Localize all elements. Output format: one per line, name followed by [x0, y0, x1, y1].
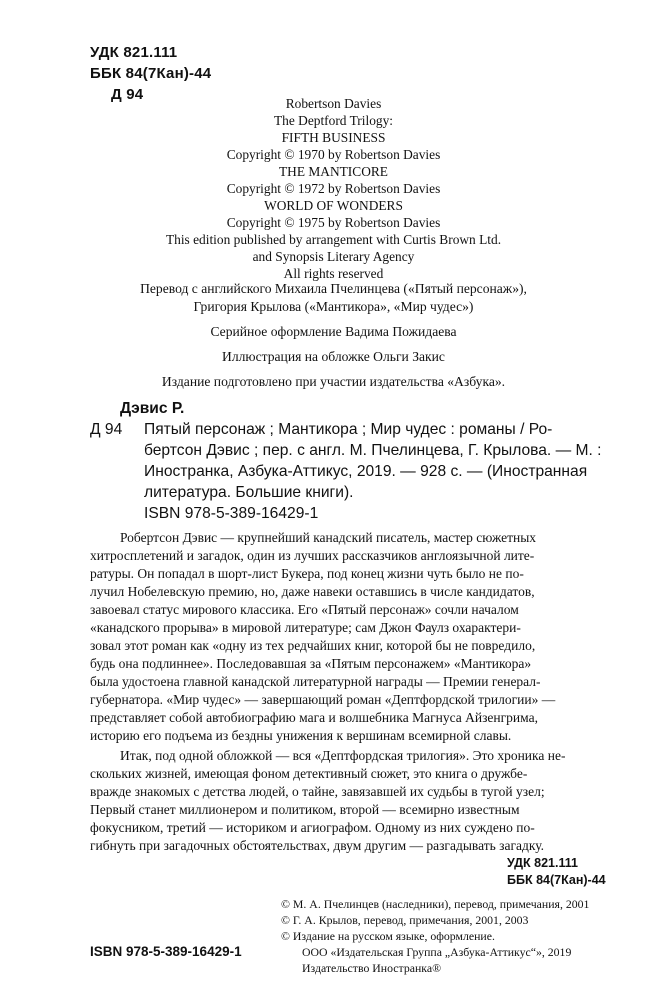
bib-line: Пятый персонаж ; Мантикора ; Мир чудес : романы / Ро- — [144, 421, 553, 438]
annotation-line: ратуры. Он попадал в шорт-лист Букера, под конец жизни чуть было не по- — [90, 566, 524, 581]
annotation-line: губернатора. «Мир чудес» — завершающий роман «Дептфордской трилогии» — — [90, 692, 556, 707]
annotation-line: будь она подлиннее». Последовавшая за «Пятым персонажем» «Мантикора» — [90, 656, 532, 671]
series-design-credit: Серийное оформление Вадима Пожидаева — [210, 324, 457, 339]
annotation-line: Робертсон Дэвис — крупнейший канадский писатель, мастер сюжетных — [120, 530, 537, 545]
copyright-line: Robertson Davies — [285, 96, 382, 111]
udk-code: УДК 821.111 — [90, 44, 178, 61]
copyright-line: The Deptford Trilogy: — [273, 113, 394, 128]
copyright-line: THE MANTICORE — [279, 164, 388, 179]
annotation-line: завоевал статус мирового классика. Его «Пятый персонаж» сочли началом — [90, 602, 519, 617]
author-heading: Дэвис Р. — [120, 400, 185, 417]
copyright-line: and Synopsis Literary Agency — [252, 249, 415, 264]
annotation-line: вражде знакомых с детства людей, о тайне, завязавшей их судьбы в тугой узел; — [90, 784, 545, 799]
translation-credit: Григория Крылова («Мантикора», «Мир чудес») — [193, 299, 474, 314]
annotation-line: гибнуть при загадочных обстоятельствах, двум другим — разгадывать загадку. — [90, 838, 545, 853]
footer-copyright: © Г. А. Крылов, перевод, примечания, 2001, 2003 — [281, 913, 529, 927]
annotation-line: была удостоена главной канадской литературной награды — Премии генерал- — [90, 674, 541, 689]
annotation-line: «канадского прорыва» в мировой литературе; сам Джон Фаулз охарактери- — [90, 620, 521, 635]
annotation-line: зовал этот роман как «одну из тех редчайших книг, которой бы не повредило, — [90, 638, 536, 653]
bbk-code: ББК 84(7Кан)-44 — [90, 65, 212, 82]
bib-mark: Д 94 — [90, 421, 123, 438]
bib-line: бертсон Дэвис ; пер. с англ. М. Пчелинцева, Г. Крылова. — М. : — [144, 442, 602, 459]
bib-line: Иностранка, Азбука-Аттикус, 2019. — 928 с. — (Иностранная — [144, 463, 588, 480]
copyright-line: FIFTH BUSINESS — [281, 130, 386, 145]
annotation-line: хитросплетений и загадок, один из лучших рассказчиков англоязычной лите- — [90, 548, 535, 563]
annotation-line: историю его подъема из бездны унижения к вершинам всемирной славы. — [90, 728, 512, 743]
author-mark: Д 94 — [111, 86, 144, 103]
annotation-line: представляет собой автобиографию мага и волшебника Магнуса Айзенгрима, — [90, 710, 538, 725]
annotation-line: Итак, под одной обложкой — вся «Дептфордская трилогия». Это хроника не- — [120, 748, 566, 763]
footer-copyright: © Издание на русском языке, оформление. — [281, 929, 495, 943]
copyright-line: All rights reserved — [283, 266, 384, 281]
footer-bbk: ББК 84(7Кан)-44 — [507, 873, 606, 887]
copyright-line: WORLD OF WONDERS — [264, 198, 403, 213]
annotation-line: скольких жизней, имеющая фоном детективный сюжет, это книга о дружбе- — [90, 766, 528, 781]
footer-copyright: ООО «Издательская Группа „Азбука-Аттикус“», 2019 — [302, 945, 572, 959]
annotation-line: фокусником, третий — историком и агиографом. Одному из них суждено по- — [90, 820, 535, 835]
footer-copyright: © М. А. Пчелинцев (наследники), перевод, примечания, 2001 — [281, 897, 590, 911]
annotation-line: Первый станет миллионером и политиком, второй — всемирно известным — [90, 802, 520, 817]
translation-credit: Перевод с английского Михаила Пчелинцева («Пятый персонаж»), — [140, 281, 527, 296]
copyright-line: Copyright © 1972 by Robertson Davies — [226, 181, 441, 196]
prepared-note: Издание подготовлено при участии издательства «Азбука». — [161, 374, 506, 389]
footer-copyright: Издательство Иностранка® — [302, 961, 442, 975]
bib-line: литература. Большие книги). — [144, 484, 354, 501]
copyright-line: This edition published by arrangement with Curtis Brown Ltd. — [165, 232, 502, 247]
cover-credit: Иллюстрация на обложке Ольги Закис — [222, 349, 445, 364]
copyright-line: Copyright © 1970 by Robertson Davies — [226, 147, 441, 162]
copyright-line: Copyright © 1975 by Robertson Davies — [226, 215, 441, 230]
bib-isbn: ISBN 978-5-389-16429-1 — [144, 505, 319, 522]
footer-udk: УДК 821.111 — [507, 856, 578, 870]
footer-isbn: ISBN 978-5-389-16429-1 — [90, 944, 242, 959]
annotation-line: лучил Нобелевскую премию, но, даже навеки оставшись в числе кандидатов, — [90, 584, 535, 599]
